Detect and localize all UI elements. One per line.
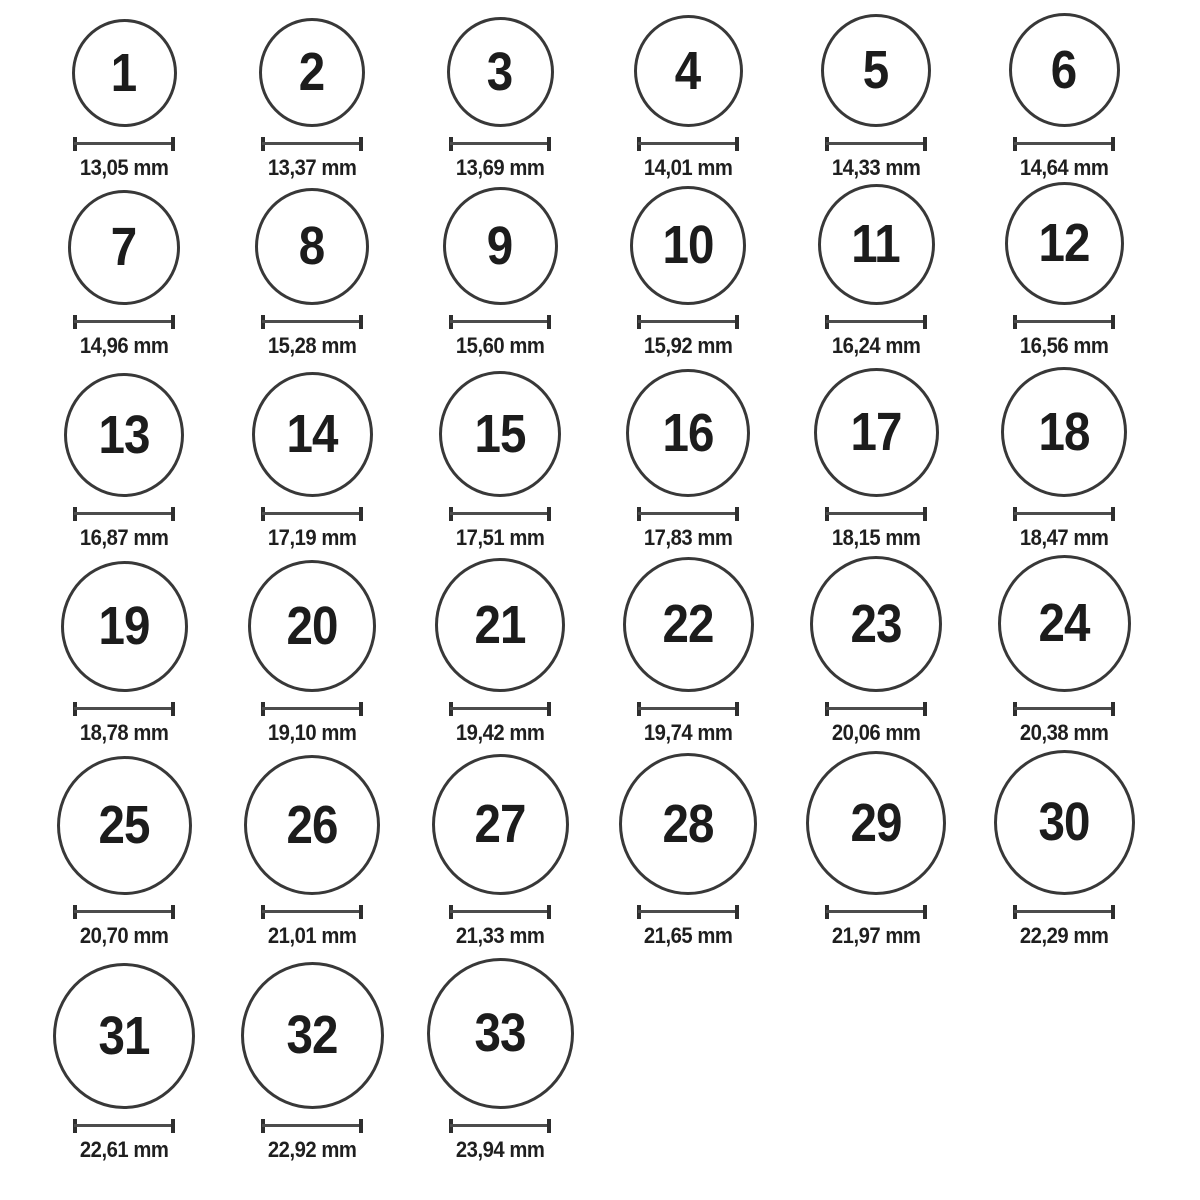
size-circle xyxy=(623,557,754,692)
size-circle xyxy=(61,561,188,692)
size-circle xyxy=(53,963,195,1109)
dimension-bar xyxy=(1014,512,1114,515)
size-number: 29 xyxy=(850,792,902,853)
size-circle xyxy=(57,756,192,895)
diameter-dimension-line xyxy=(825,905,927,919)
ring-size-item xyxy=(594,557,782,753)
diameter-label: 19,74 mm xyxy=(643,719,733,745)
dimension-bar xyxy=(826,910,926,913)
ring-size-item xyxy=(218,560,406,753)
dimension-bar xyxy=(74,1124,174,1127)
ring-size-item xyxy=(782,751,970,956)
diameter-dimension-line xyxy=(261,137,363,151)
diameter-dimension-line xyxy=(637,702,739,716)
diameter-dimension-line xyxy=(449,137,551,151)
ring-size-item xyxy=(218,962,406,1170)
size-circle xyxy=(1009,13,1120,127)
dimension-bar xyxy=(826,142,926,145)
diameter-dimension-line xyxy=(449,507,551,521)
ring-size-item xyxy=(594,186,782,366)
diameter-dimension-line xyxy=(1013,507,1115,521)
diameter-label: 14,64 mm xyxy=(1019,154,1109,180)
ring-size-item xyxy=(406,754,594,956)
diameter-dimension-line xyxy=(825,702,927,716)
diameter-label: 19,10 mm xyxy=(267,719,357,745)
dimension-tick-right-icon xyxy=(547,137,551,151)
diameter-label: 21,01 mm xyxy=(267,922,357,948)
size-number: 13 xyxy=(98,404,150,465)
diameter-label: 21,65 mm xyxy=(643,922,733,948)
dimension-bar xyxy=(262,1124,362,1127)
ring-size-item xyxy=(594,369,782,558)
diameter-dimension-line xyxy=(261,507,363,521)
diameter-dimension-line xyxy=(1013,137,1115,151)
size-circle xyxy=(443,187,558,305)
dimension-tick-right-icon xyxy=(735,315,739,329)
diameter-dimension-line xyxy=(825,137,927,151)
diameter-label: 16,56 mm xyxy=(1019,332,1109,358)
ring-size-item xyxy=(406,958,594,1170)
diameter-label: 17,19 mm xyxy=(267,524,357,550)
size-number: 2 xyxy=(299,42,325,103)
diameter-label: 16,24 mm xyxy=(831,332,921,358)
size-number: 26 xyxy=(286,794,338,855)
size-number: 12 xyxy=(1038,213,1090,274)
size-number: 22 xyxy=(662,594,714,655)
diameter-label: 18,15 mm xyxy=(831,524,921,550)
dimension-tick-right-icon xyxy=(547,702,551,716)
dimension-bar xyxy=(638,320,738,323)
size-circle xyxy=(68,190,180,305)
diameter-dimension-line xyxy=(825,315,927,329)
diameter-dimension-line xyxy=(449,1119,551,1133)
dimension-bar xyxy=(826,512,926,515)
diameter-label: 18,47 mm xyxy=(1019,524,1109,550)
size-circle xyxy=(255,188,369,305)
size-circle xyxy=(619,753,757,895)
ring-size-grid xyxy=(30,0,1200,1170)
dimension-tick-right-icon xyxy=(923,315,927,329)
ring-size-item xyxy=(970,367,1158,558)
dimension-tick-right-icon xyxy=(735,702,739,716)
dimension-tick-right-icon xyxy=(359,1119,363,1133)
diameter-label: 22,92 mm xyxy=(267,1136,357,1162)
diameter-label: 22,61 mm xyxy=(79,1136,169,1162)
size-circle xyxy=(432,754,569,895)
diameter-label: 14,33 mm xyxy=(831,154,921,180)
size-circle xyxy=(252,372,373,497)
diameter-label: 20,06 mm xyxy=(831,719,921,745)
ring-size-item xyxy=(594,753,782,956)
dimension-tick-right-icon xyxy=(547,905,551,919)
ring-size-item xyxy=(30,756,218,956)
diameter-label: 17,83 mm xyxy=(643,524,733,550)
diameter-dimension-line xyxy=(261,315,363,329)
size-number: 15 xyxy=(474,403,526,464)
dimension-bar xyxy=(1014,910,1114,913)
diameter-label: 23,94 mm xyxy=(455,1136,545,1162)
dimension-bar xyxy=(262,707,362,710)
diameter-dimension-line xyxy=(637,905,739,919)
dimension-tick-right-icon xyxy=(547,507,551,521)
dimension-tick-right-icon xyxy=(1111,905,1115,919)
size-number: 27 xyxy=(474,794,526,855)
diameter-label: 21,97 mm xyxy=(831,922,921,948)
ring-size-item xyxy=(218,755,406,956)
dimension-tick-right-icon xyxy=(547,1119,551,1133)
ring-size-item xyxy=(782,184,970,366)
size-circle xyxy=(814,368,939,497)
dimension-tick-right-icon xyxy=(359,702,363,716)
ring-size-item xyxy=(30,561,218,753)
dimension-tick-right-icon xyxy=(735,905,739,919)
diameter-dimension-line xyxy=(637,137,739,151)
ring-size-item xyxy=(970,13,1158,188)
dimension-tick-right-icon xyxy=(735,137,739,151)
size-number: 10 xyxy=(662,215,714,276)
diameter-label: 13,37 mm xyxy=(267,154,357,180)
size-circle xyxy=(72,19,177,127)
dimension-bar xyxy=(1014,320,1114,323)
size-number: 20 xyxy=(286,595,338,656)
size-circle xyxy=(1005,182,1124,305)
diameter-label: 16,87 mm xyxy=(79,524,169,550)
size-number: 25 xyxy=(98,795,150,856)
size-circle xyxy=(630,186,746,305)
dimension-tick-right-icon xyxy=(923,702,927,716)
dimension-bar xyxy=(74,707,174,710)
diameter-label: 20,38 mm xyxy=(1019,719,1109,745)
size-circle xyxy=(244,755,380,895)
dimension-tick-right-icon xyxy=(359,315,363,329)
size-circle xyxy=(447,17,554,127)
diameter-label: 15,60 mm xyxy=(455,332,545,358)
ring-size-item xyxy=(970,182,1158,366)
ring-size-item xyxy=(594,15,782,188)
dimension-tick-right-icon xyxy=(171,137,175,151)
dimension-tick-right-icon xyxy=(171,1119,175,1133)
dimension-tick-right-icon xyxy=(735,507,739,521)
dimension-bar xyxy=(450,320,550,323)
size-circle xyxy=(818,184,935,305)
dimension-bar xyxy=(74,512,174,515)
dimension-tick-right-icon xyxy=(923,137,927,151)
diameter-dimension-line xyxy=(261,702,363,716)
size-circle xyxy=(998,555,1131,692)
dimension-tick-right-icon xyxy=(171,315,175,329)
dimension-tick-right-icon xyxy=(1111,702,1115,716)
size-number: 23 xyxy=(850,593,902,654)
dimension-bar xyxy=(1014,142,1114,145)
dimension-bar xyxy=(450,707,550,710)
ring-size-item xyxy=(30,190,218,366)
dimension-bar xyxy=(826,320,926,323)
diameter-label: 20,70 mm xyxy=(79,922,169,948)
diameter-dimension-line xyxy=(261,905,363,919)
size-number: 4 xyxy=(675,40,701,101)
size-circle xyxy=(439,371,561,497)
dimension-tick-right-icon xyxy=(359,137,363,151)
size-number: 11 xyxy=(851,214,901,275)
diameter-dimension-line xyxy=(825,507,927,521)
diameter-dimension-line xyxy=(73,702,175,716)
size-number: 31 xyxy=(98,1005,150,1066)
size-circle xyxy=(241,962,384,1109)
dimension-bar xyxy=(826,707,926,710)
diameter-dimension-line xyxy=(73,507,175,521)
diameter-dimension-line xyxy=(449,905,551,919)
dimension-tick-right-icon xyxy=(1111,507,1115,521)
diameter-label: 21,33 mm xyxy=(455,922,545,948)
diameter-dimension-line xyxy=(1013,315,1115,329)
dimension-tick-right-icon xyxy=(1111,315,1115,329)
size-number: 16 xyxy=(662,402,714,463)
diameter-label: 13,05 mm xyxy=(79,154,169,180)
size-circle xyxy=(626,369,750,497)
dimension-tick-right-icon xyxy=(171,507,175,521)
dimension-bar xyxy=(450,1124,550,1127)
dimension-bar xyxy=(450,142,550,145)
dimension-bar xyxy=(638,512,738,515)
diameter-dimension-line xyxy=(637,507,739,521)
dimension-bar xyxy=(450,512,550,515)
size-number: 17 xyxy=(850,402,902,463)
ring-size-item xyxy=(218,188,406,366)
diameter-label: 17,51 mm xyxy=(455,524,545,550)
dimension-tick-right-icon xyxy=(547,315,551,329)
size-number: 24 xyxy=(1038,593,1090,654)
dimension-tick-right-icon xyxy=(359,507,363,521)
diameter-dimension-line xyxy=(449,702,551,716)
ring-size-item xyxy=(30,19,218,188)
diameter-label: 14,01 mm xyxy=(643,154,733,180)
size-circle xyxy=(427,958,574,1109)
dimension-bar xyxy=(1014,707,1114,710)
size-circle xyxy=(994,750,1135,895)
size-number: 33 xyxy=(474,1003,526,1064)
diameter-label: 19,42 mm xyxy=(455,719,545,745)
dimension-bar xyxy=(262,320,362,323)
size-circle xyxy=(821,14,931,127)
size-number: 30 xyxy=(1038,792,1090,853)
size-number: 32 xyxy=(286,1005,338,1066)
ring-size-item xyxy=(406,371,594,558)
dimension-tick-right-icon xyxy=(171,905,175,919)
dimension-bar xyxy=(74,910,174,913)
diameter-label: 15,92 mm xyxy=(643,332,733,358)
dimension-tick-right-icon xyxy=(923,905,927,919)
diameter-dimension-line xyxy=(449,315,551,329)
size-circle xyxy=(810,556,942,692)
dimension-bar xyxy=(638,910,738,913)
size-circle xyxy=(806,751,946,895)
ring-size-item xyxy=(406,187,594,366)
size-number: 18 xyxy=(1038,401,1090,462)
size-number: 28 xyxy=(662,793,714,854)
size-number: 1 xyxy=(111,42,137,103)
ring-size-item xyxy=(782,368,970,558)
diameter-label: 22,29 mm xyxy=(1019,922,1109,948)
diameter-label: 14,96 mm xyxy=(79,332,169,358)
ring-size-item xyxy=(218,372,406,558)
ring-size-item xyxy=(30,373,218,558)
size-number: 14 xyxy=(286,404,338,465)
dimension-bar xyxy=(262,910,362,913)
diameter-dimension-line xyxy=(1013,905,1115,919)
ring-size-item xyxy=(782,14,970,188)
ring-size-item xyxy=(406,17,594,188)
diameter-label: 13,69 mm xyxy=(455,154,545,180)
diameter-dimension-line xyxy=(261,1119,363,1133)
size-number: 19 xyxy=(98,596,150,657)
size-number: 9 xyxy=(487,215,513,276)
size-circle xyxy=(259,18,365,127)
ring-size-item xyxy=(970,750,1158,956)
size-number: 5 xyxy=(863,40,889,101)
size-number: 3 xyxy=(487,41,513,102)
dimension-tick-right-icon xyxy=(171,702,175,716)
size-number: 8 xyxy=(299,216,325,277)
dimension-tick-right-icon xyxy=(359,905,363,919)
dimension-bar xyxy=(262,512,362,515)
dimension-bar xyxy=(638,707,738,710)
size-circle xyxy=(435,558,565,692)
diameter-label: 18,78 mm xyxy=(79,719,169,745)
ring-size-item xyxy=(406,558,594,753)
ring-size-item xyxy=(970,555,1158,753)
dimension-bar xyxy=(450,910,550,913)
diameter-dimension-line xyxy=(637,315,739,329)
diameter-label: 15,28 mm xyxy=(267,332,357,358)
size-circle xyxy=(634,15,743,127)
diameter-dimension-line xyxy=(73,1119,175,1133)
ring-size-item xyxy=(218,18,406,188)
size-circle xyxy=(1001,367,1127,497)
diameter-dimension-line xyxy=(73,315,175,329)
size-number: 7 xyxy=(111,217,137,278)
diameter-dimension-line xyxy=(1013,702,1115,716)
size-circle xyxy=(64,373,184,497)
size-number: 21 xyxy=(474,594,526,655)
ring-size-item xyxy=(782,556,970,753)
dimension-tick-right-icon xyxy=(923,507,927,521)
dimension-bar xyxy=(638,142,738,145)
dimension-tick-right-icon xyxy=(1111,137,1115,151)
dimension-bar xyxy=(262,142,362,145)
dimension-bar xyxy=(74,320,174,323)
diameter-dimension-line xyxy=(73,137,175,151)
dimension-bar xyxy=(74,142,174,145)
ring-size-item xyxy=(30,963,218,1170)
diameter-dimension-line xyxy=(73,905,175,919)
size-circle xyxy=(248,560,376,692)
size-number: 6 xyxy=(1051,39,1077,100)
